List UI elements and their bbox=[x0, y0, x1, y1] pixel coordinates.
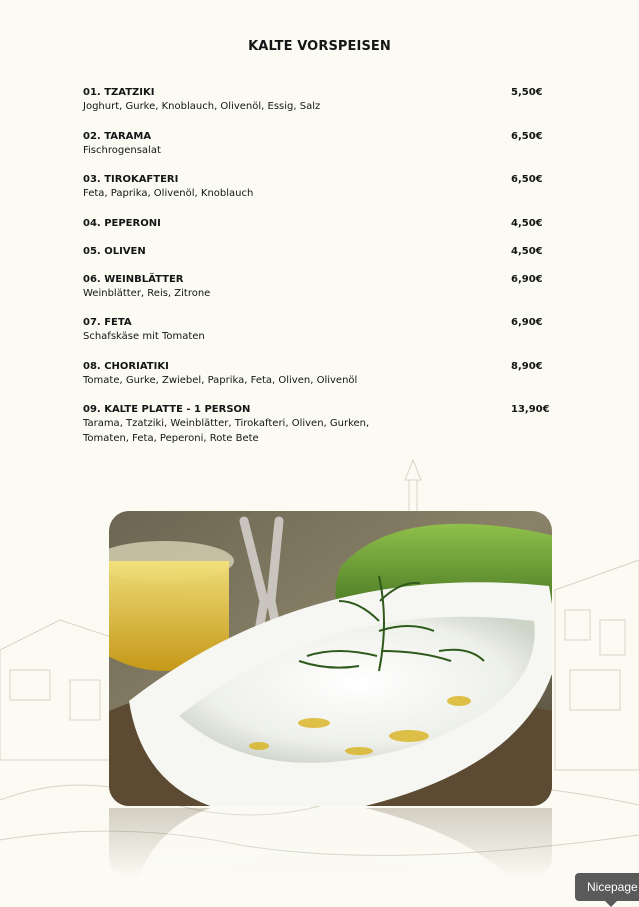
item-price: 6,90€ bbox=[511, 317, 543, 328]
menu-item bbox=[83, 403, 553, 446]
item-price: 8,90€ bbox=[511, 360, 543, 372]
menu-item bbox=[83, 245, 553, 259]
item-name: 01. TZATZIKI bbox=[83, 87, 155, 98]
tzatziki-photo bbox=[109, 511, 552, 806]
item-name: 04. PEPERONI bbox=[83, 217, 161, 229]
item-description: Tomate, Gurke, Zwiebel, Paprika, Feta, Oliven, Olivenöl bbox=[83, 374, 358, 386]
menu-item bbox=[83, 360, 553, 389]
item-name: 06. WEINBLÄTTER bbox=[83, 273, 184, 285]
item-name: 03. TIROKAFTERI bbox=[83, 174, 179, 185]
menu-item bbox=[83, 130, 553, 159]
item-description: Fischrogensalat bbox=[83, 144, 161, 156]
menu-item bbox=[83, 316, 553, 345]
menu-list bbox=[83, 86, 553, 461]
menu-item bbox=[83, 173, 553, 202]
nicepage-badge[interactable]: Nicepage bbox=[575, 873, 639, 901]
page-title: KALTE VORSPEISEN bbox=[248, 39, 391, 54]
item-price: 4,50€ bbox=[511, 245, 543, 257]
item-price: 13,90€ bbox=[511, 404, 550, 415]
item-price: 4,50€ bbox=[511, 217, 543, 229]
item-name: 07. FETA bbox=[83, 317, 132, 328]
item-name: 05. OLIVEN bbox=[83, 245, 146, 257]
item-name: 09. KALTE PLATTE - 1 PERSON bbox=[83, 404, 251, 415]
item-price: 6,90€ bbox=[511, 273, 543, 285]
item-description: Tarama, Tzatziki, Weinblätter, Tirokafteri, Oliven, Gurken, Tomaten, Feta, Peperoni, Rote Bete bbox=[83, 418, 370, 444]
item-description: Joghurt, Gurke, Knoblauch, Olivenöl, Essig, Salz bbox=[83, 101, 321, 112]
item-price: 6,50€ bbox=[511, 130, 543, 142]
item-name: 02. TARAMA bbox=[83, 130, 152, 142]
menu-item bbox=[83, 217, 553, 231]
photo-reflection bbox=[109, 808, 552, 878]
item-name: 08. CHORIATIKI bbox=[83, 360, 169, 372]
item-price: 5,50€ bbox=[511, 87, 543, 98]
item-description: Weinblätter, Reis, Zitrone bbox=[83, 287, 211, 299]
item-description: Schafskäse mit Tomaten bbox=[83, 331, 205, 342]
menu-item bbox=[83, 86, 553, 115]
item-description: Feta, Paprika, Olivenöl, Knoblauch bbox=[83, 188, 254, 199]
menu-item bbox=[83, 273, 553, 302]
item-price: 6,50€ bbox=[511, 174, 543, 185]
